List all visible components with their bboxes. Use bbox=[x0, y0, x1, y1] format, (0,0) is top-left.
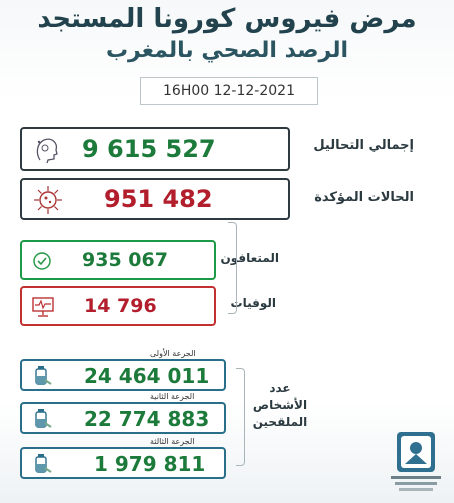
virus-head-icon bbox=[30, 134, 62, 168]
ministry-logo bbox=[387, 430, 445, 496]
tests-label: إجمالي التحاليل bbox=[313, 138, 414, 153]
dose3-card bbox=[20, 447, 226, 479]
dose2-card bbox=[20, 402, 226, 434]
vaccinated-group-label: عدد الأشخاص الملقحين bbox=[252, 381, 308, 429]
dose1-label: الجرعة الأولى bbox=[150, 349, 196, 358]
confirmed-value: 951 482 bbox=[104, 185, 213, 213]
check-circle-icon bbox=[32, 251, 52, 275]
page-subtitle: الرصد الصحي بالمغرب bbox=[105, 38, 349, 63]
dose2-label: الجرعة الثانية bbox=[150, 392, 195, 401]
dose1-value: 24 464 011 bbox=[84, 364, 210, 388]
recovered-card bbox=[20, 240, 216, 280]
recovered-label: المتعافون bbox=[220, 251, 279, 265]
tests-value: 9 615 527 bbox=[82, 135, 216, 163]
vaccine-vial-icon bbox=[30, 364, 54, 392]
connector-outcomes bbox=[228, 222, 237, 314]
deaths-card bbox=[20, 286, 216, 326]
coronavirus-icon bbox=[32, 184, 64, 220]
deaths-value: 14 796 bbox=[84, 295, 157, 317]
recovered-value: 935 067 bbox=[82, 249, 168, 271]
date-box: 16H00 12-12-2021 bbox=[140, 77, 318, 105]
dose3-value: 1 979 811 bbox=[94, 452, 206, 476]
connector-vaccination bbox=[236, 368, 245, 466]
deaths-label: الوفيات bbox=[230, 296, 276, 310]
tests-card bbox=[20, 127, 290, 171]
confirmed-card bbox=[20, 178, 290, 220]
page-title: مرض فيروس كورونا المستجد bbox=[37, 4, 417, 34]
vaccine-vial-icon bbox=[30, 407, 54, 435]
confirmed-label: الحالات المؤكدة bbox=[314, 190, 414, 205]
vaccine-vial-icon bbox=[30, 452, 54, 480]
dose3-label: الجرعة الثالثة bbox=[150, 437, 195, 446]
dose2-value: 22 774 883 bbox=[84, 407, 210, 431]
heart-monitor-icon bbox=[31, 296, 55, 322]
dose1-card bbox=[20, 359, 226, 391]
